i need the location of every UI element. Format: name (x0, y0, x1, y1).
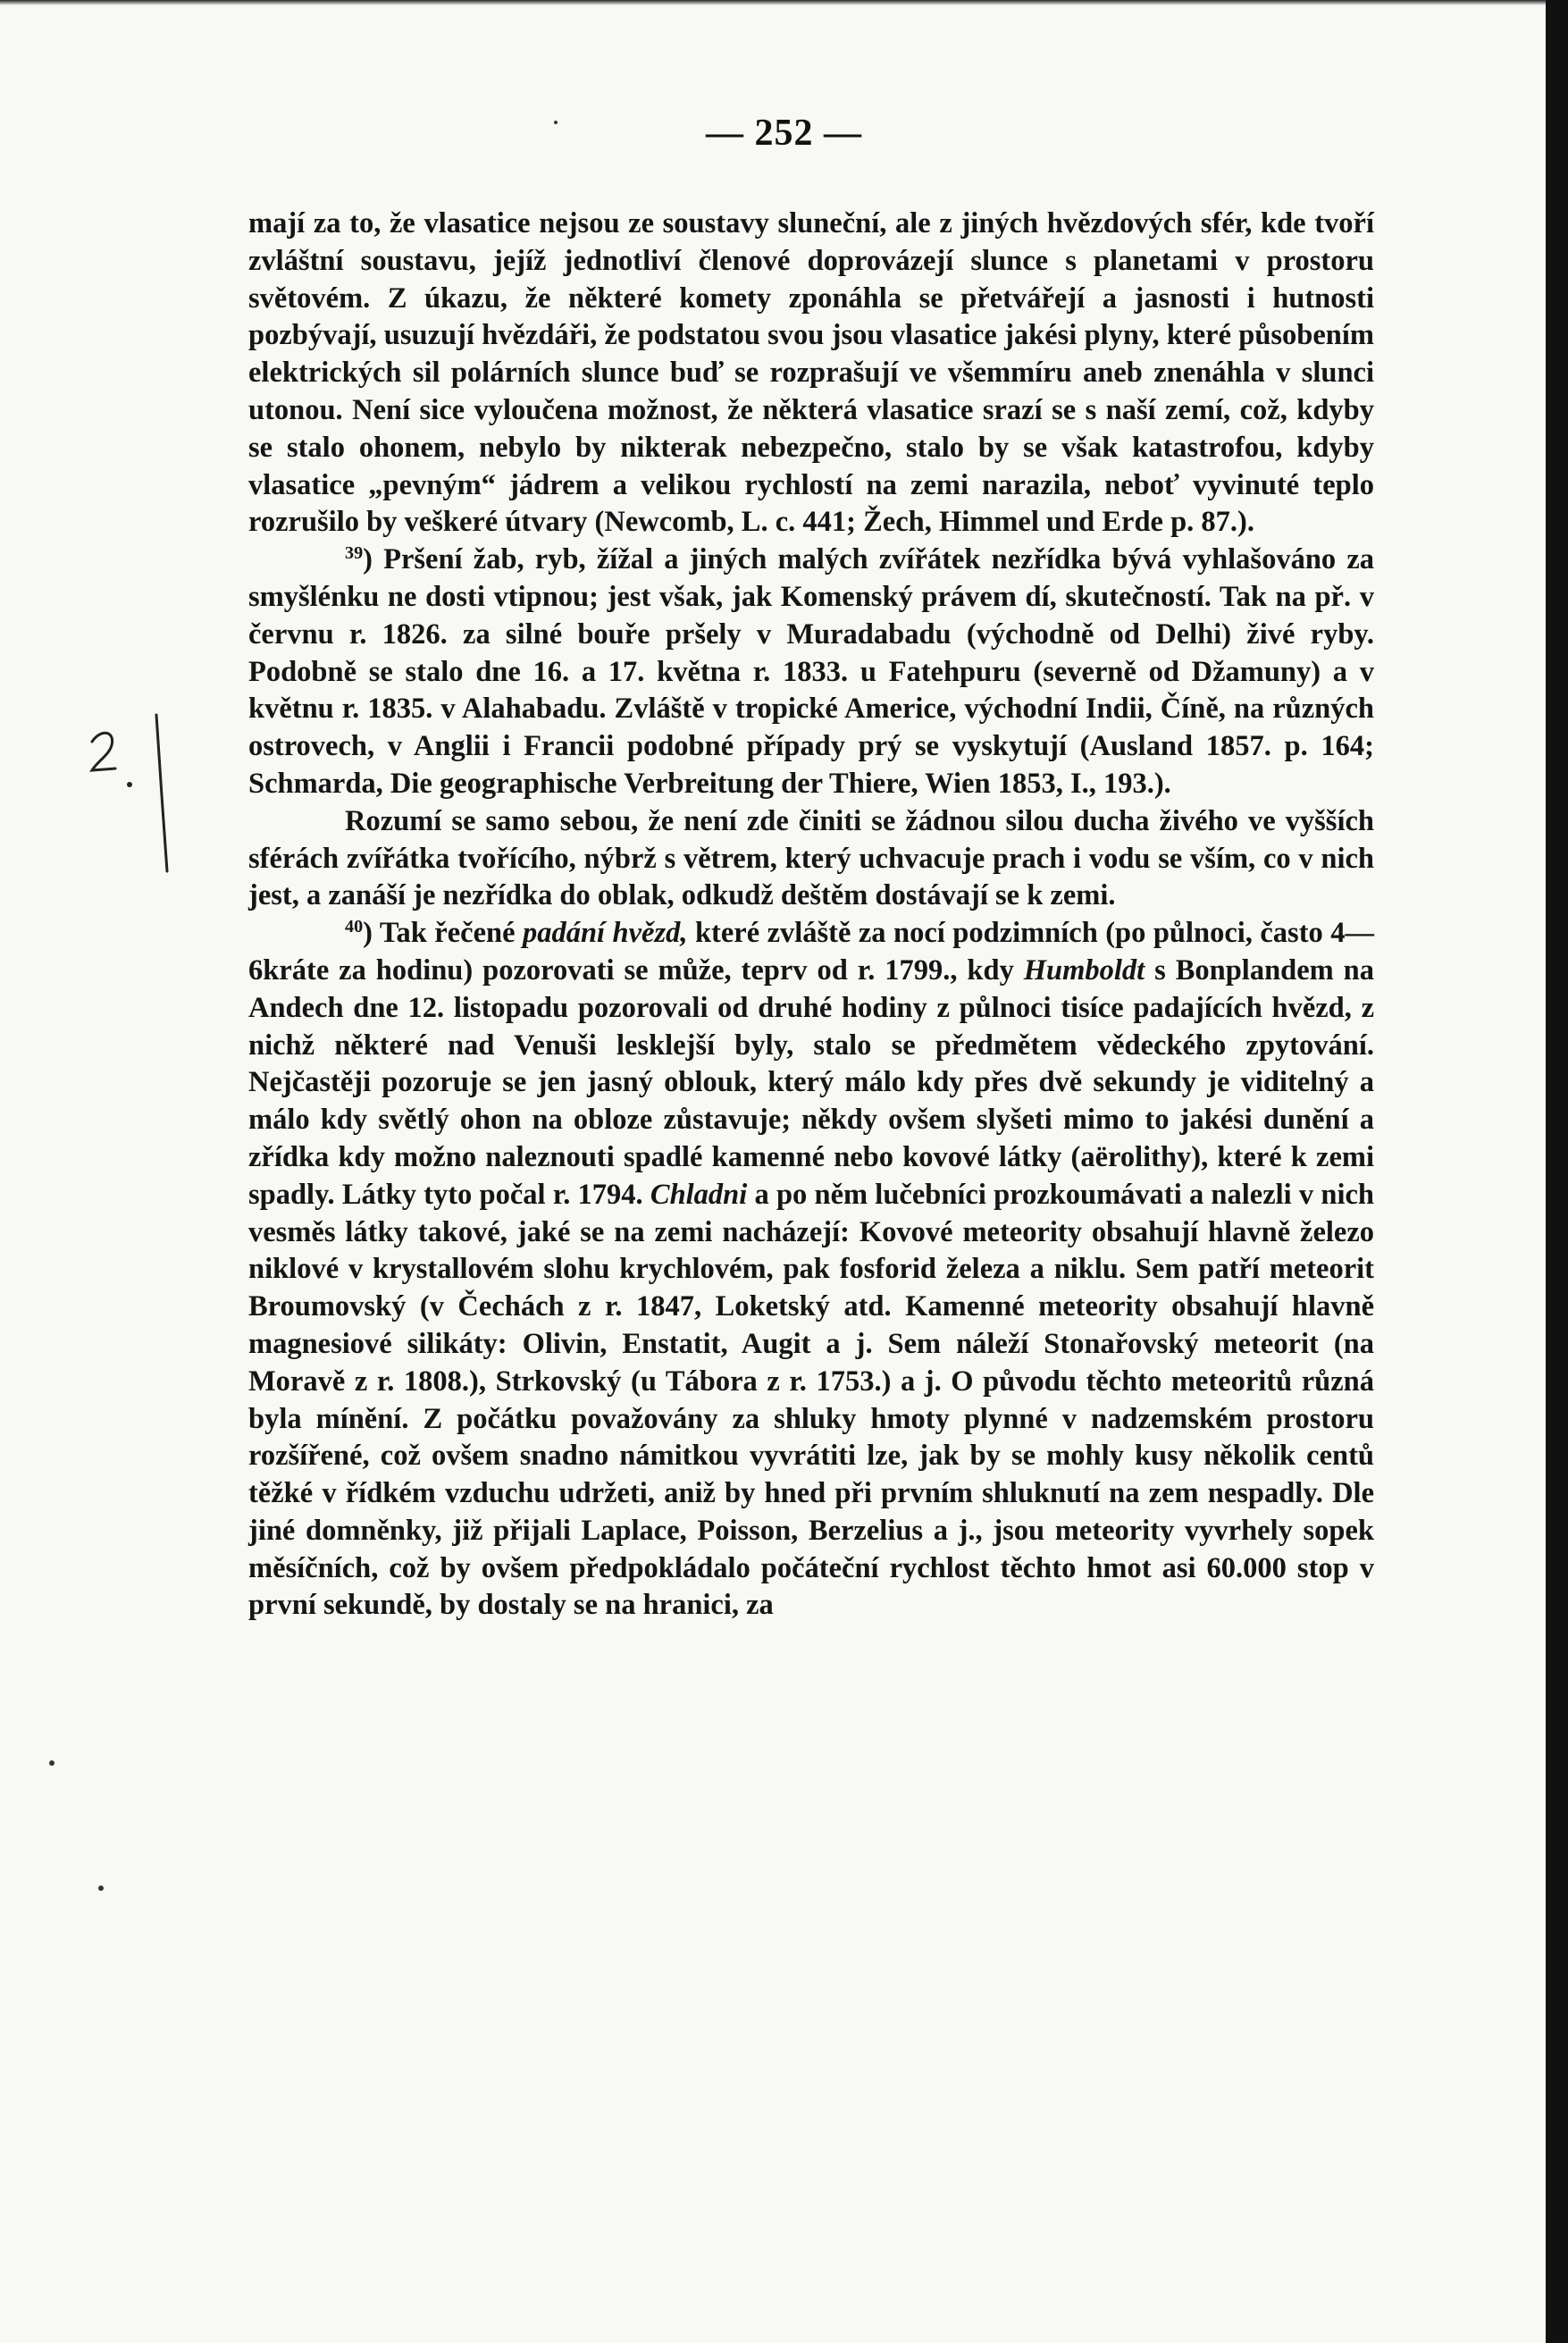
text-run: mají za to, že vlasatice nejsou ze soustavy sluneční, ale z jiných hvězdových sfér, kde tvoří zvláštní soustavu, jejíž jednotliví členové doprovázejí slunce s planetami v prostoru světovém. Z úkazu, že některé komety zponáhla se přetvářejí a jasnosti i hutnosti pozbývají, usuzují hvězdáři, že podstatou svou jsou vlasatice jakési plyny, které působením elektrických sil polárních slunce buď se rozprašují ve všemmíru aneb znenáhla v slunci utonou. Není sice vyloučena možnost, že některá vlasatice srazí se s naší zemí, což, kdyby se stalo ohonem, nebylo by nikterak nebezpečno, stalo by se však katastrofou, kdyby vlasatice „pevným“ jádrem a velikou rychlostí na zemi narazila, neboť vyvinuté teplo rozrušilo by veškeré útvary (Newcomb, L. c. 441; Žech, Himmel und Erde p. 87.). (248, 207, 1374, 539)
scan-border (1546, 0, 1568, 2343)
text-run: ) Pršení žab, ryb, žížal a jiných malých zvířátek nezřídka bývá vyhlašováno za smyšlénku ne dosti vtipnou; jest však, jak Komenský právem dí, skutečností. Tak na př. v červnu r. 1826. za silné bouře pršely v Muradabadu (východně od Delhi) živé ryby. Podobně se stalo dne 16. a 17. května r. 1833. u Fatehpuru (severně od Džamuny) a v květnu r. 1835. v Alahabadu. Zvláště v tropické Americe, východní Indii, Číně, na různých ostrovech, v Anglii i Francii podobné případy prý se vyskytují (Ausland 1857. p. 164; Schmarda, Die geographische Verbreitung der Thiere, Wien 1853, I., 193.). (248, 543, 1374, 800)
body-text (248, 206, 1374, 1625)
text-run: a po něm lučebníci prozkoumávati a nalezli v nich vesměs látky takové, jaké se na zemi nacházejí: Kovové meteority obsahují hlavně železo niklové v krystallovém slohu krychlovém, pak fosforid železa a niklu. Sem patří meteorit Broumovský (v Čechách z r. 1847, Loketský atd. Kamenné meteority obsahují hlavně magnesiové silikáty: Olivin, Enstatit, Augit a j. Sem náleží Stonařovský meteorit (na Moravě z r. 1808.), Strkovský (u Tábora z r. 1753.) a j. O původu těchto meteoritů různá byla mínění. Z počátku považovány za shluky hmoty plynné v nadzemském prostoru rozšířené, což ovšem snadno námitkou vyvrátiti lze, jak by se mohly kusy několik centů těžké v řídkém vzduchu udržeti, aniž by hned při prvním shluknutí na zem nespadly. Dle jiné domněnky, již přijali Laplace, Poisson, Berzelius a j., jsou meteority vyvrhely sopek měsíčních, což by ovšem předpokládalo počáteční rychlost těchto hmot asi 60.000 stop v první sekundě, by dostaly se na hranici, za (248, 1178, 1374, 1622)
handwritten-margin-mark (85, 706, 192, 876)
paragraph (248, 803, 1374, 915)
paragraph (248, 915, 1374, 1625)
margin-speck (98, 1885, 104, 1891)
paragraph (248, 542, 1374, 803)
page-number: — 252 — (706, 113, 862, 154)
paragraph (248, 206, 1374, 542)
text-run: s Bonplandem na Andech dne 12. listopadu pozorovali od druhé hodiny z půlnoci tisíce padajících hvězd, z nichž některé nad Venuši lesklejší byly, stalo se předmětem vědeckého zpytování. Nejčastěji pozoruje se jen jasný oblouk, který málo kdy přes dvě sekundy je viditelný a málo kdy světlý ohon na obloze zůstavuje; někdy ovšem slyšeti mimo to jakési dunění a zřídka kdy možno naleznouti spadlé kamenné nebo kovové látky (aërolithy), které k zemi spadly. Látky tyto počal r. 1794. (248, 953, 1374, 1211)
footnote-number: 39 (345, 543, 364, 564)
text-run: které zvláště za nocí podzimních (po půlnoci, často 4—6kráte za hodinu) pozorovati se může, teprv od r. 1799., kdy (248, 917, 1374, 987)
margin-speck (49, 1760, 55, 1766)
text-run: Rozumí se samo sebou, že není zde činiti se žádnou silou ducha živého ve vyšších sférách zvířátka tvořícího, nýbrž s větrem, který uchvacuje prach i vodu se vším, co v nich jest, a zanáší je nezřídka do oblak, odkudž deštěm dostávají se k zemi. (248, 804, 1374, 912)
page-top-edge (0, 0, 1546, 5)
footnote-number: 40 (345, 917, 364, 937)
italic-term: padání hvězd, (522, 917, 688, 950)
text-run: ) Tak řečené (363, 917, 523, 950)
italic-term: Chladni (650, 1178, 748, 1211)
italic-term: Humboldt (1023, 953, 1145, 987)
margin-speck (554, 121, 558, 124)
